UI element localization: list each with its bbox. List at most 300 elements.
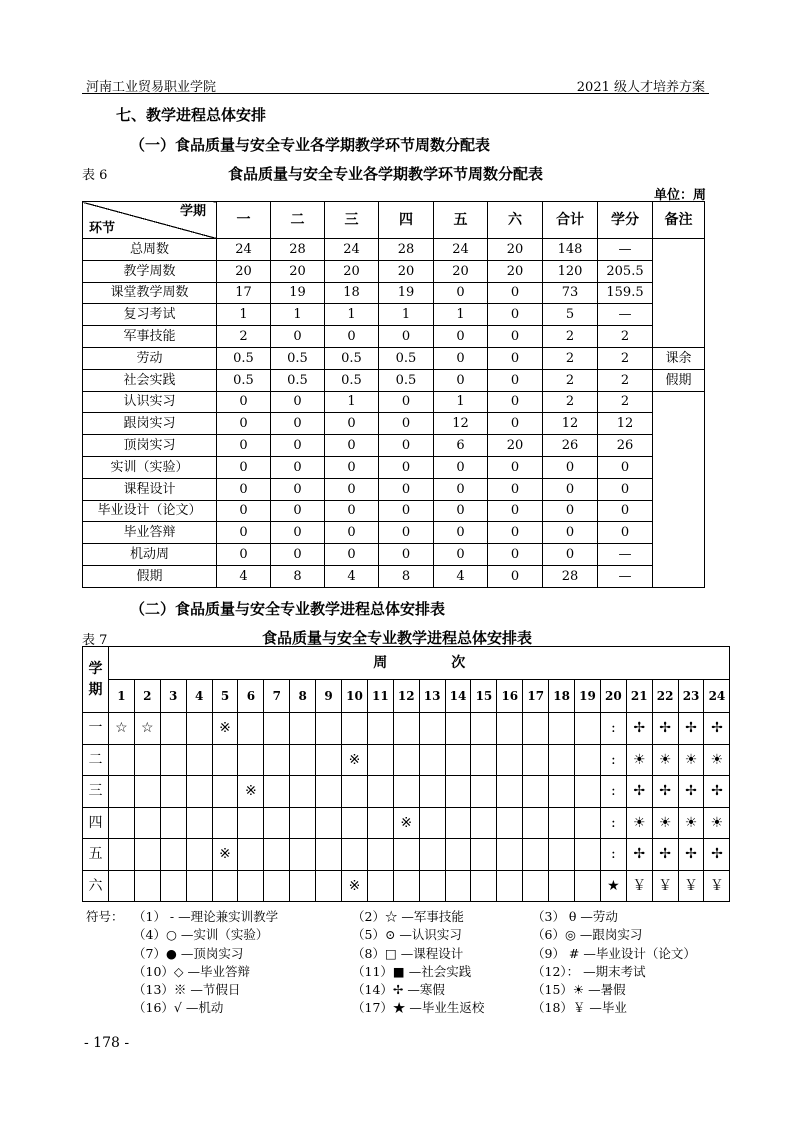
schedule-cell: ☀ [652,807,678,839]
table7-header-row-1 [83,647,730,680]
table6-cell: 20 [488,435,543,457]
table6-cell: 1 [271,304,325,326]
header-school: 河南工业贸易职业学院 [86,80,217,95]
table6-cell: 0.5 [379,369,434,391]
table6-row-label: 毕业答辩 [83,522,217,544]
schedule-cell [342,776,368,808]
table6-remark-cell: 课余 [653,347,705,369]
table6-cell: 0 [379,456,434,478]
schedule-cell [316,807,342,839]
schedule-cell [393,713,419,745]
table6-cell: 2 [217,326,271,348]
schedule-cell [264,776,290,808]
table6-cell: 2 [598,347,653,369]
table6-cell: 0 [543,478,598,500]
schedule-cell [445,744,471,776]
semester-label: 一 [83,713,109,745]
schedule-cell: ￥ [678,870,704,902]
legend-item: （14）✢ —寒假 [352,982,445,998]
schedule-cell [445,776,471,808]
schedule-cell [186,807,212,839]
table6-cell: 0 [598,500,653,522]
table6-cell: 0 [488,347,543,369]
table6-cell: 0 [217,500,271,522]
table6-cell: 0 [325,544,379,566]
schedule-cell [264,807,290,839]
table6-cell: 20 [379,260,434,282]
table6-cell: 0 [325,326,379,348]
schedule-cell: ※ [342,870,368,902]
table6-row [83,260,705,282]
table6-cell: 0 [488,500,543,522]
schedule-cell [497,713,523,745]
schedule-cell [575,870,601,902]
table6-cell: 12 [543,413,598,435]
schedule-cell [549,839,575,871]
schedule-cell: : [600,807,626,839]
schedule-cell: ✢ [652,776,678,808]
corner-segment-label: 环节 [89,221,116,236]
legend-item: （15）☀ —暑假 [532,982,626,998]
table6-cell: 17 [217,282,271,304]
schedule-cell [497,744,523,776]
table6-cell: 24 [434,239,488,261]
week-allocation-table [82,201,705,588]
table6-cell: — [598,304,653,326]
schedule-cell: ☀ [678,744,704,776]
schedule-cell: ✢ [652,839,678,871]
table6-cell: 12 [434,413,488,435]
table6-cell: 0 [271,544,325,566]
schedule-cell [549,807,575,839]
table6-header-cell: 学分 [598,202,653,239]
table6-cell: 0 [325,522,379,544]
schedule-cell [523,839,549,871]
schedule-cell [393,839,419,871]
table6-row [83,304,705,326]
table6-cell: 28 [543,565,598,587]
table6-row [83,478,705,500]
table6-cell: 0 [379,391,434,413]
table6-cell: 0 [379,478,434,500]
schedule-cell: ☀ [626,744,652,776]
table6-cell: 4 [325,565,379,587]
schedule-cell [290,776,316,808]
schedule-cell: ✢ [678,839,704,871]
table6-row [83,347,705,369]
schedule-cell [549,870,575,902]
page-number: - 178 - [84,1035,130,1051]
table6-cell: 0 [217,544,271,566]
week-number-cell: 19 [575,680,601,713]
legend-item: （9） # —毕业设计（论文） [532,945,696,961]
table6-header-cell: 二 [271,202,325,239]
schedule-cell [523,744,549,776]
table6-cell: 0 [217,478,271,500]
schedule-cell [471,839,497,871]
table6-cell: 0 [325,478,379,500]
table6-cell: 0 [598,478,653,500]
week-number-cell: 14 [445,680,471,713]
schedule-cell [393,744,419,776]
semester-label: 六 [83,870,109,902]
schedule-cell [212,776,238,808]
schedule-cell: ✢ [626,776,652,808]
table6-row [83,544,705,566]
table6-cell: 0 [325,413,379,435]
schedule-cell: ￥ [652,870,678,902]
legend-row [82,907,722,925]
table6-cell: 2 [598,369,653,391]
table6-cell: 0.5 [325,347,379,369]
table6-row [83,326,705,348]
schedule-cell [367,713,393,745]
week-number-cell: 15 [471,680,497,713]
schedule-cell [419,744,445,776]
table6-title: 食品质量与安全专业各学期教学环节周数分配表 [228,165,544,183]
table6-cell: 24 [217,239,271,261]
table6-row-label: 劳动 [83,347,217,369]
schedule-cell [134,744,160,776]
table6-cell: 0 [217,413,271,435]
schedule-cell: : [600,744,626,776]
schedule-cell: ✢ [678,713,704,745]
week-number-cell: 18 [549,680,575,713]
legend-row [82,944,722,962]
week-number-cell: 5 [212,680,238,713]
schedule-cell: ✢ [626,839,652,871]
table6-cell: 0 [325,435,379,457]
table6-row [83,413,705,435]
table6-cell: 0 [434,500,488,522]
table6-cell: 24 [325,239,379,261]
table6-cell: 205.5 [598,260,653,282]
table6-cell: 0 [379,413,434,435]
schedule-cell [160,839,186,871]
table6-header-cell: 合计 [543,202,598,239]
table6-cell: — [598,544,653,566]
week-number-cell: 1 [109,680,135,713]
week-number-cell: 9 [316,680,342,713]
table6-header-cell: 一 [217,202,271,239]
schedule-cell [290,870,316,902]
table6-cell: 2 [598,391,653,413]
table6-cell: 0 [271,391,325,413]
schedule-cell [523,807,549,839]
schedule-cell [575,807,601,839]
schedule-cell [497,870,523,902]
table6-cell: 0 [217,522,271,544]
week-number-cell: 4 [186,680,212,713]
table6-cell: 0 [271,435,325,457]
table6-cell: 0.5 [325,369,379,391]
table6-cell: 0 [271,478,325,500]
schedule-cell [342,713,368,745]
legend-item: （5）⊙ —认识实习 [352,927,462,943]
teaching-schedule-table [82,646,730,902]
table7-row [83,713,730,745]
table6-row-label: 总周数 [83,239,217,261]
schedule-cell: ☀ [704,744,730,776]
table6-row-label: 社会实践 [83,369,217,391]
table6-row-label: 认识实习 [83,391,217,413]
table6-number: 表 6 [82,168,108,183]
schedule-cell [186,713,212,745]
table6-header-cell: 五 [434,202,488,239]
schedule-cell [575,776,601,808]
table6-row-label: 教学周数 [83,260,217,282]
table6-cell: 0 [434,369,488,391]
schedule-cell [393,870,419,902]
schedule-cell [445,713,471,745]
table6-cell: 0 [379,500,434,522]
schedule-cell [290,744,316,776]
schedule-cell [238,713,264,745]
table6-cell: 0 [217,391,271,413]
schedule-cell [575,744,601,776]
table6-cell: 20 [488,239,543,261]
table6-cell: 120 [543,260,598,282]
table6-cell: 0 [488,369,543,391]
schedule-cell: ￥ [704,870,730,902]
table6-row-label: 课堂教学周数 [83,282,217,304]
table6-cell: 0 [379,326,434,348]
schedule-cell: ※ [342,744,368,776]
table7-number: 表 7 [82,633,108,648]
table6-cell: 19 [271,282,325,304]
table6-cell: 0 [434,544,488,566]
table6-row-label: 机动周 [83,544,217,566]
semester-header-char-1: 学 [88,660,103,677]
schedule-cell [264,870,290,902]
schedule-cell: ☆ [134,713,160,745]
table6-cell: 1 [434,304,488,326]
legend-label: 符号： [86,909,124,924]
week-number-cell: 21 [626,680,652,713]
legend-item: （8）□ —课程设计 [352,945,464,961]
table6-cell: 20 [488,260,543,282]
schedule-cell [367,807,393,839]
schedule-cell [238,807,264,839]
schedule-cell [471,744,497,776]
table6-cell: 0 [379,522,434,544]
table6-cell: 0 [543,500,598,522]
schedule-cell: ☀ [678,807,704,839]
table6-cell: 28 [271,239,325,261]
table6-cell: 0 [217,456,271,478]
semester-label: 三 [83,776,109,808]
table6-cell: 0 [488,282,543,304]
schedule-cell [419,870,445,902]
table6-row-label: 复习考试 [83,304,217,326]
schedule-cell [186,744,212,776]
week-number-cell: 23 [678,680,704,713]
table6-cell: 0 [434,522,488,544]
table7-title: 食品质量与安全专业教学进程总体安排表 [262,629,533,647]
table6-cell: 2 [543,347,598,369]
schedule-cell [238,744,264,776]
table6-header-cell: 四 [379,202,434,239]
schedule-cell [471,713,497,745]
table6-cell: 0 [271,413,325,435]
table6-row [83,456,705,478]
legend-row [82,980,722,998]
schedule-cell: ✢ [704,839,730,871]
table6-remark-cell: 假期 [653,369,705,391]
table6-cell: 1 [379,304,434,326]
table6-cell: 0 [598,522,653,544]
schedule-cell [497,839,523,871]
schedule-cell [290,839,316,871]
schedule-cell [290,713,316,745]
legend-item: （13）※ —节假日 [133,982,241,998]
legend-item: （4）○ —实训（实验） [133,927,269,943]
schedule-cell [134,776,160,808]
week-number-cell: 22 [652,680,678,713]
week-number-cell: 3 [160,680,186,713]
schedule-cell [549,713,575,745]
legend-item: （1） - —理论兼实训教学 [133,909,279,924]
legend-row [82,925,722,943]
table6-row [83,391,705,413]
table6-cell: 0 [271,326,325,348]
schedule-cell [367,839,393,871]
schedule-cell [186,776,212,808]
schedule-cell: ✢ [704,713,730,745]
schedule-cell: ￥ [626,870,652,902]
schedule-cell: ☀ [626,807,652,839]
table6-cell: 0 [543,456,598,478]
table6-cell: 0 [325,456,379,478]
table6-row-label: 实训（实验） [83,456,217,478]
legend-item: （7）● —顶岗实习 [133,945,244,961]
table6-cell: 0 [488,304,543,326]
legend-item: （11）■ —社会实践 [352,963,472,979]
table6-cell: 0 [488,478,543,500]
table6-cell: 73 [543,282,598,304]
schedule-cell [419,776,445,808]
table6-row-label: 顶岗实习 [83,435,217,457]
schedule-cell [471,776,497,808]
table6-row-label: 毕业设计（论文） [83,500,217,522]
schedule-cell [367,744,393,776]
schedule-cell [264,713,290,745]
schedule-cell: ※ [393,807,419,839]
table6-cell: 0.5 [271,369,325,391]
table6-cell: 0 [379,544,434,566]
table6-cell: 26 [543,435,598,457]
table6-row-label: 跟岗实习 [83,413,217,435]
schedule-cell [134,807,160,839]
schedule-cell [419,807,445,839]
table6-cell: 0 [488,456,543,478]
schedule-cell [471,870,497,902]
week-number-cell: 7 [264,680,290,713]
table6-cell: 0 [488,522,543,544]
table6-remark-cell [653,239,705,348]
table6-cell: 1 [434,391,488,413]
table7-row [83,870,730,902]
table6-cell: 0 [488,544,543,566]
schedule-cell [160,776,186,808]
schedule-cell [549,776,575,808]
table6-row [83,435,705,457]
table6-corner-cell [83,202,217,239]
schedule-cell [445,839,471,871]
schedule-cell [342,839,368,871]
table6-cell: 4 [217,565,271,587]
schedule-cell [523,776,549,808]
week-number-cell: 20 [600,680,626,713]
schedule-cell [523,713,549,745]
table6-cell: 0 [488,565,543,587]
table6-cell: 5 [543,304,598,326]
schedule-cell [575,713,601,745]
schedule-cell [264,744,290,776]
header-rule [82,93,709,94]
table6-cell: 0 [488,326,543,348]
table6-header-cell: 六 [488,202,543,239]
schedule-cell [342,807,368,839]
schedule-cell [316,839,342,871]
schedule-cell: ☆ [109,713,135,745]
schedule-cell: ※ [238,776,264,808]
week-number-cell: 8 [290,680,316,713]
table6-row [83,369,705,391]
schedule-cell: ☀ [704,807,730,839]
legend-item: （18）￥ —毕业 [532,1000,627,1016]
table6-cell: 0 [434,456,488,478]
schedule-cell [497,776,523,808]
table6-cell: 8 [379,565,434,587]
week-number-cell: 17 [523,680,549,713]
schedule-cell: : [600,776,626,808]
table6-cell: 148 [543,239,598,261]
week-number-cell: 16 [497,680,523,713]
table7-row [83,839,730,871]
week-number-cell: 10 [342,680,368,713]
semester-label: 二 [83,744,109,776]
semester-label: 四 [83,807,109,839]
table6-cell: — [598,565,653,587]
table6-header-row [83,202,705,239]
week-header-cell [109,647,730,680]
subsection-title-1: （一）食品质量与安全专业各学期教学环节周数分配表 [130,136,491,154]
table6-cell: 1 [325,391,379,413]
table6-row [83,500,705,522]
schedule-cell [212,807,238,839]
table7-row [83,807,730,839]
schedule-cell [212,870,238,902]
table6-cell: 0.5 [217,347,271,369]
table6-cell: 159.5 [598,282,653,304]
schedule-cell [264,839,290,871]
table6-cell: 0 [434,326,488,348]
schedule-cell [471,807,497,839]
schedule-cell: : [600,713,626,745]
table6-cell: 2 [543,369,598,391]
table6-remark-cell [653,391,705,587]
table6-header-cell: 备注 [653,202,705,239]
week-number-cell: 6 [238,680,264,713]
table6-cell: 1 [217,304,271,326]
corner-semester-label: 学期 [179,204,206,219]
schedule-cell [160,870,186,902]
schedule-cell [419,839,445,871]
table7-row [83,776,730,808]
schedule-cell: ☀ [652,744,678,776]
table6-row-label: 军事技能 [83,326,217,348]
